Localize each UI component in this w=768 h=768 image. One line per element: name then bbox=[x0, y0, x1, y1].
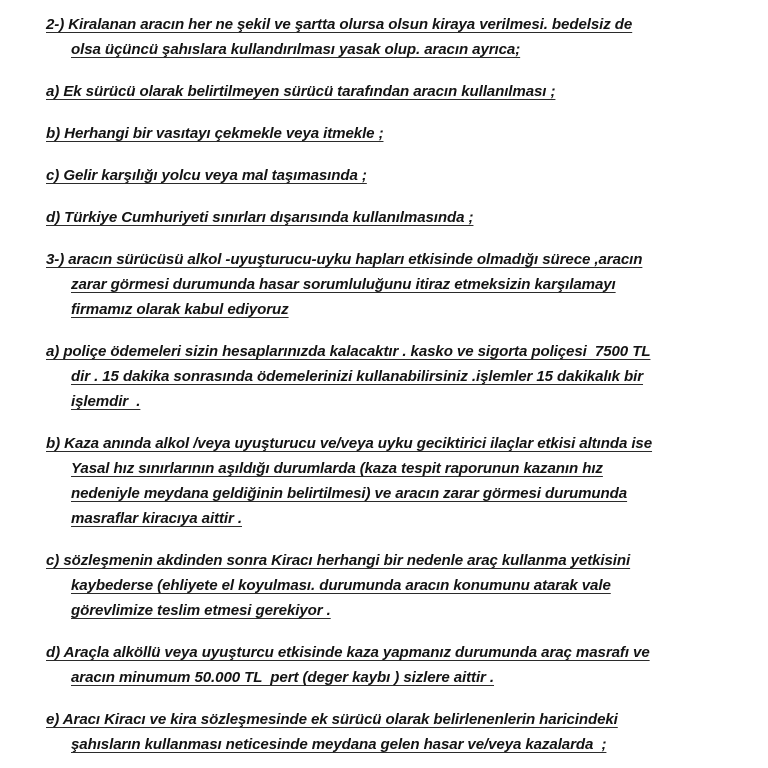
clause-first-line: b) Kaza anında alkol /veya uyuşturucu ve/veya uyku geciktirici ilaçlar etkisi altında ise bbox=[46, 435, 653, 452]
clause-first-line: d) Türkiye Cumhuriyeti sınırları dışarısında kullanılmasında ; bbox=[46, 209, 474, 226]
clause-clause-3a bbox=[46, 339, 750, 414]
clause-clause-3 bbox=[46, 247, 750, 322]
clause-first-line: e) Aracı Kiracı ve kira sözleşmesinde ek sürücü olarak belirlenenlerin haricindeki bbox=[46, 711, 618, 728]
clause-continuation-line: şahısların kullanması neticesinde meydana gelen hasar ve/veya kazalarda ; bbox=[71, 736, 607, 753]
clause-first-line: d) Araçla alköllü veya uyuşturcu etkisinde kaza yapmanız durumunda araç masrafı ve bbox=[46, 644, 650, 661]
clause-first-line: b) Herhangi bir vasıtayı çekmekle veya itmekle ; bbox=[46, 125, 384, 142]
clause-clause-3c bbox=[46, 548, 750, 623]
clause-continuation-line: olsa üçüncü şahıslara kullandırılması yasak olup. aracın ayrıca; bbox=[71, 41, 521, 58]
clause-continuation-line: firmamız olarak kabul ediyoruz bbox=[71, 301, 289, 318]
clause-clause-2a bbox=[46, 79, 750, 104]
clause-clause-2 bbox=[46, 12, 750, 62]
clause-continuation-line: işlemdir . bbox=[71, 393, 141, 410]
clause-continuation-line: aracın minumum 50.000 TL pert (deger kaybı ) sizlere aittir . bbox=[71, 669, 495, 686]
clause-clause-2d bbox=[46, 205, 750, 230]
clause-first-line: c) Gelir karşılığı yolcu veya mal taşımasında ; bbox=[46, 167, 367, 184]
clause-continuation-line: Yasal hız sınırlarının aşıldığı durumlarda (kaza tespit raporunun kazanın hız bbox=[71, 460, 603, 477]
clause-first-line: a) poliçe ödemeleri sizin hesaplarınızda kalacaktır . kasko ve sigorta poliçesi 7500 TL bbox=[46, 343, 651, 360]
clause-continuation-line: zarar görmesi durumunda hasar sorumluluğunu itiraz etmeksizin karşılamayı bbox=[71, 276, 616, 293]
clause-continuation-line: dir . 15 dakika sonrasında ödemelerinizi kullanabilirsiniz .işlemler 15 dakikalık bir bbox=[71, 368, 644, 385]
clause-first-line: 3-) aracın sürücüsü alkol -uyuşturucu-uyku hapları etkisinde olmadığı sürece ,aracın bbox=[46, 251, 643, 268]
clause-clause-2c bbox=[46, 163, 750, 188]
clause-clause-2b bbox=[46, 121, 750, 146]
clause-first-line: a) Ek sürücü olarak belirtilmeyen sürücü tarafından aracın kullanılması ; bbox=[46, 83, 556, 100]
clause-list bbox=[46, 12, 750, 757]
clause-continuation-line: kaybederse (ehliyete el koyulması. durumunda aracın konumunu atarak vale bbox=[71, 577, 611, 594]
clause-clause-3d bbox=[46, 640, 750, 690]
clause-clause-3b bbox=[46, 431, 750, 531]
clause-first-line: 2-) Kiralanan aracın her ne şekil ve şartta olursa olsun kiraya verilmesi. bedelsiz de bbox=[46, 16, 633, 33]
clause-first-line: c) sözleşmenin akdinden sonra Kiracı herhangi bir nedenle araç kullanma yetkisini bbox=[46, 552, 631, 569]
clause-clause-3e bbox=[46, 707, 750, 757]
clause-continuation-line: nedeniyle meydana geldiğinin belirtilmesi) ve aracın zarar görmesi durumunda bbox=[71, 485, 628, 502]
clause-continuation-line: görevlimize teslim etmesi gerekiyor . bbox=[71, 602, 331, 619]
clause-continuation-line: masraflar kiracıya aittir . bbox=[71, 510, 242, 527]
